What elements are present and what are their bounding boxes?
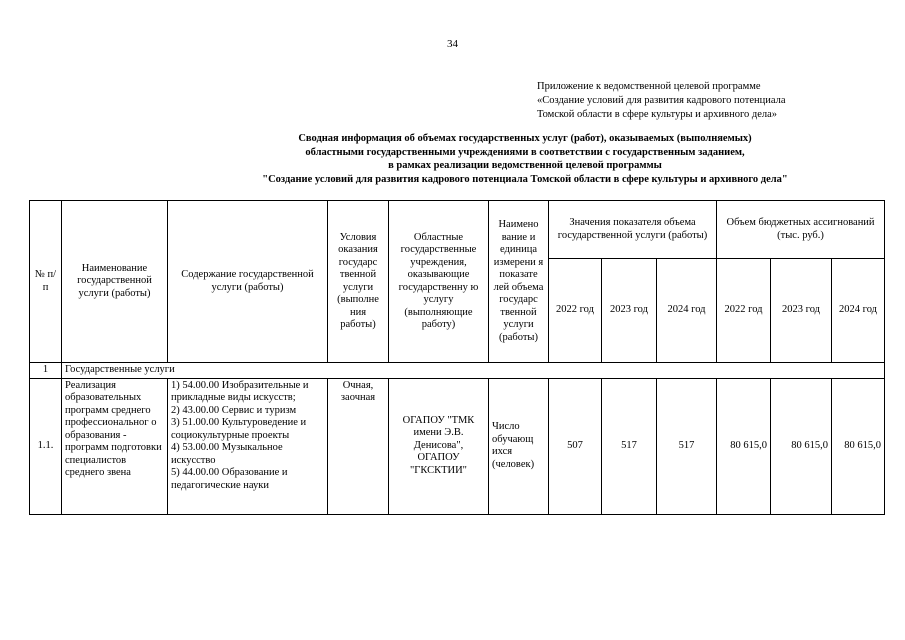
header-row xyxy=(30,201,885,259)
header-budget-year: 2022 год xyxy=(717,259,771,363)
header-content: Содержание государственной услуги (работы) xyxy=(168,201,328,363)
appendix-line: Томской области в сфере культуры и архивного дела» xyxy=(537,109,778,120)
header-num: № п/п xyxy=(30,201,62,363)
header-volume-year: 2024 год xyxy=(657,259,717,363)
row-indicator: Число обучающ ихся (человек) xyxy=(489,378,549,514)
row-budget-2023: 80 615,0 xyxy=(771,378,832,514)
header-budget-year: 2024 год xyxy=(832,259,885,363)
header-budget-year: 2023 год xyxy=(771,259,832,363)
header-indicator: Наимено вание и единица измерени я показате лей объема государс твенной услуги (работы) xyxy=(489,201,549,363)
appendix-note xyxy=(537,80,786,122)
header-service-name: Наименование государственной услуги (работы) xyxy=(62,201,168,363)
document-title xyxy=(90,132,905,186)
row-conditions: Очная, заочная xyxy=(328,378,389,514)
title-line: в рамках реализации ведомственной целевой программы xyxy=(388,160,662,171)
row-volume-2024: 517 xyxy=(657,378,717,514)
title-line: Сводная информация об объемах государственных услуг (работ), оказываемых (выполняемых) xyxy=(298,133,752,144)
row-volume-2023: 517 xyxy=(602,378,657,514)
title-line: областными государственными учреждениями в соответствии с государственным заданием, xyxy=(305,146,745,158)
section-row xyxy=(30,363,885,379)
table-row xyxy=(30,378,885,514)
section-num: 1 xyxy=(30,363,62,379)
header-volume-year: 2022 год xyxy=(549,259,602,363)
content-item: 3) 51.00.00 Культуроведение и социокультурные проекты xyxy=(171,417,307,441)
row-budget-2024: 80 615,0 xyxy=(832,378,885,514)
header-budget-group: Объем бюджетных ассигнований (тыс. руб.) xyxy=(717,201,885,259)
row-budget-2022: 80 615,0 xyxy=(717,378,771,514)
header-volume-year: 2023 год xyxy=(602,259,657,363)
row-institutions: ОГАПОУ "ТМК имени Э.В. Денисова", ОГАПОУ "ГКСКТИИ" xyxy=(389,378,489,514)
appendix-line: «Создание условий для развития кадрового потенциала xyxy=(537,95,786,106)
row-volume-2022: 507 xyxy=(549,378,602,514)
appendix-line: Приложение к ведомственной целевой программе xyxy=(537,81,761,92)
header-volume-group: Значения показателя объема государственной услуги (работы) xyxy=(549,201,717,259)
row-service-name: Реализация образовательных программ среднего профессиональног о образования - программ подготовки специалистов среднего звена xyxy=(62,378,168,514)
page-number: 34 xyxy=(447,38,458,50)
content-item: 5) 44.00.00 Образование и педагогические науки xyxy=(171,467,288,491)
title-line: "Создание условий для развития кадрового потенциала Томской области в сфере культуры и архивного дела" xyxy=(262,173,788,185)
content-item: 2) 43.00.00 Сервис и туризм xyxy=(171,404,297,416)
header-institutions: Областные государственные учреждения, оказывающие государственну ю услугу (выполняющие работу) xyxy=(389,201,489,363)
section-label: Государственные услуги xyxy=(62,363,885,379)
content-item: 1) 54.00.00 Изобразительные и прикладные виды искусств; xyxy=(171,379,309,403)
content-item: 4) 53.00.00 Музыкальное искусство xyxy=(171,442,283,466)
services-table xyxy=(29,200,885,515)
row-content xyxy=(168,378,328,514)
header-conditions: Условия оказания государс твенной услуги (выполне ния работы) xyxy=(328,201,389,363)
row-num: 1.1. xyxy=(30,378,62,514)
